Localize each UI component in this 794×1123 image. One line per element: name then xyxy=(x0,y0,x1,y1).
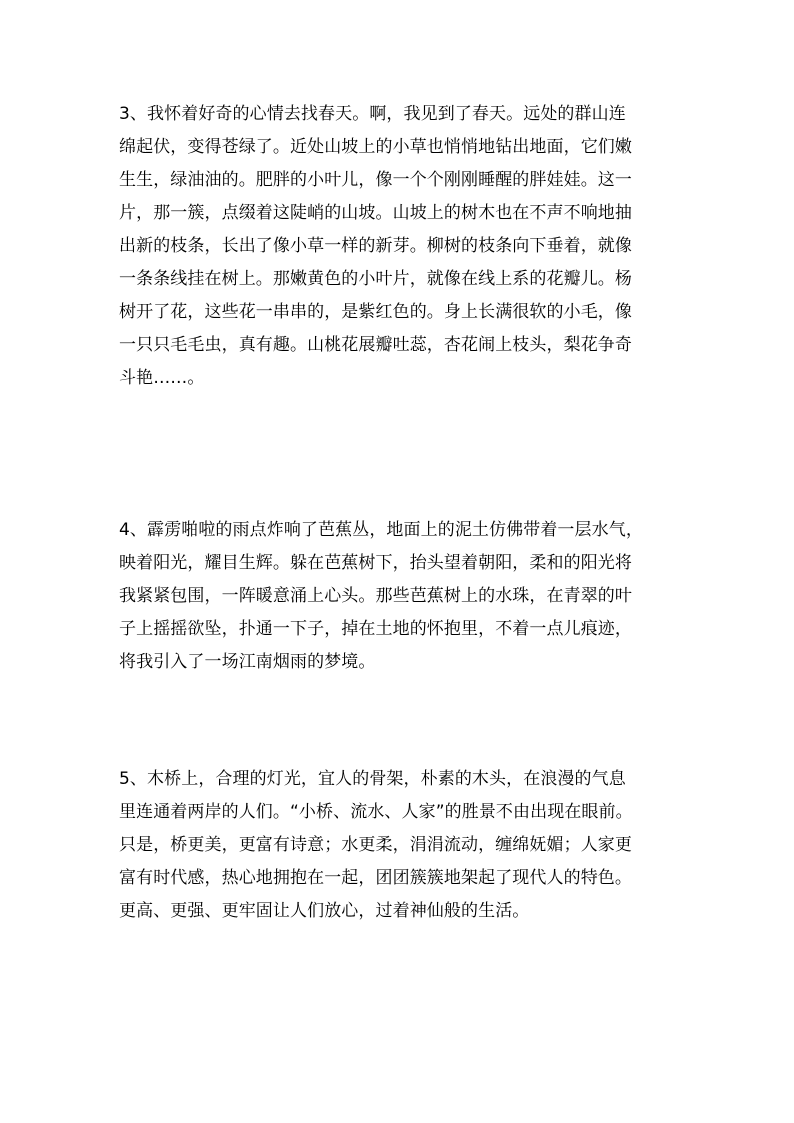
text-line: 绵起伏，变得苍绿了。近处山坡上的小草也悄悄地钻出地面，它们嫩 xyxy=(119,137,632,157)
text-line: 我紧紧包围，一阵暖意涌上心头。那些芭蕉树上的水珠，在青翠的叶 xyxy=(119,586,632,606)
text-line: 3、我怀着好奇的心情去找春天。啊，我见到了春天。远处的群山连 xyxy=(119,104,626,124)
text-line: 里连通着两岸的人们。“小桥、流水、人家”的胜景不由出现在眼前。 xyxy=(119,802,633,822)
paragraph-3 xyxy=(119,98,695,395)
text-line: 一只只毛毛虫，真有趣。山桃花展瓣吐蕊，杏花闹上枝头，梨花争奇 xyxy=(119,335,632,355)
text-line: 一条条线挂在树上。那嫩黄色的小叶片，就像在线上系的花瓣儿。杨 xyxy=(119,269,632,289)
text-line: 富有时代感，热心地拥抱在一起，团团簇簇地架起了现代人的特色。 xyxy=(119,868,632,888)
text-line: 出新的枝条，长出了像小草一样的新芽。柳树的枝条向下垂着，就像 xyxy=(119,236,632,256)
text-line: 5、木桥上，合理的灯光，宜人的骨架，朴素的木头，在浪漫的气息 xyxy=(119,769,626,789)
text-line: 子上摇摇欲坠，扑通一下子，掉在土地的怀抱里，不着一点儿痕迹， xyxy=(119,619,632,639)
text-line: 映着阳光，耀目生辉。躲在芭蕉树下，抬头望着朝阳，柔和的阳光将 xyxy=(119,553,632,573)
paragraph-4 xyxy=(119,514,695,679)
text-line: 只是，桥更美，更富有诗意；水更柔，涓涓流动，缠绵妩媚；人家更 xyxy=(119,835,632,855)
text-line: 片，那一簇，点缀着这陡峭的山坡。山坡上的树木也在不声不响地抽 xyxy=(119,203,632,223)
text-line: 生生，绿油油的。肥胖的小叶儿，像一个个刚刚睡醒的胖娃娃。这一 xyxy=(119,170,632,190)
text-line: 4、霹雳啪啦的雨点炸响了芭蕉丛，地面上的泥土仿佛带着一层水气， xyxy=(119,520,643,540)
text-line: 斗艳……。 xyxy=(119,368,205,388)
text-line: 树开了花，这些花一串串的，是紫红色的。身上长满很软的小毛，像 xyxy=(119,302,632,322)
paragraph-5 xyxy=(119,763,695,928)
text-line: 更高、更强、更牢固让人们放心，过着神仙般的生活。 xyxy=(119,901,530,921)
text-line: 将我引入了一场江南烟雨的梦境。 xyxy=(119,652,376,672)
